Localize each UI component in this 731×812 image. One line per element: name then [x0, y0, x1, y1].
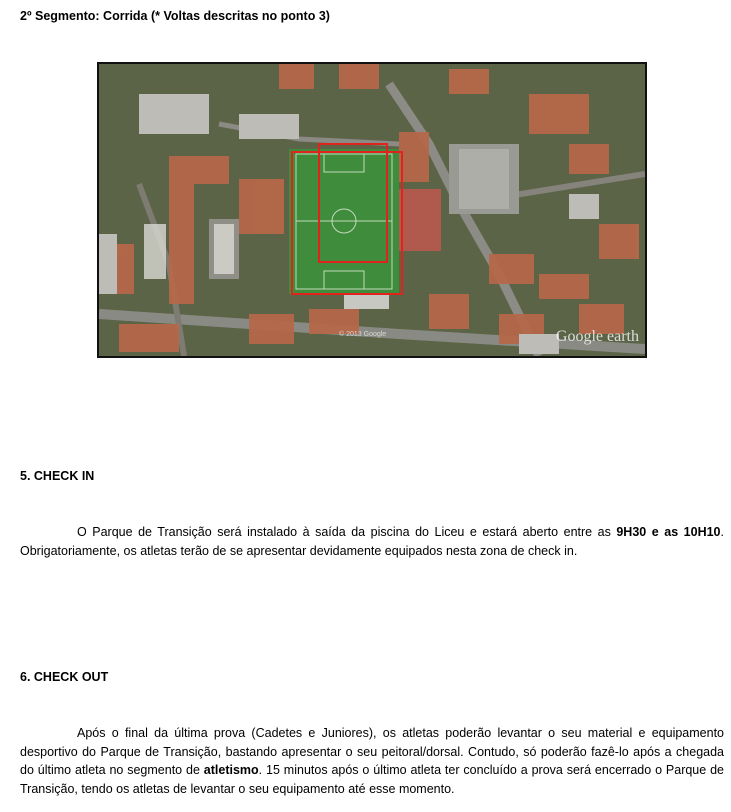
checkout-text-2: . 15 minutos após o último atleta ter concluído a prova será encerrado o Parque de Transição, tendo os atletas de levantar o seu equipamento até esse momento.: [20, 763, 724, 796]
checkout-emphasis: atletismo: [203, 763, 259, 777]
aerial-map-graphic: [99, 64, 645, 356]
section-checkin-heading: 5. CHECK IN: [20, 469, 95, 483]
google-earth-watermark: Google earth: [555, 328, 639, 345]
section-checkin-paragraph: [20, 523, 724, 560]
image-copyright: © 2013 Google: [339, 331, 387, 338]
section-checkout-heading: 6. CHECK OUT: [20, 670, 109, 684]
checkin-text-1: O Parque de Transição será instalado à saída da piscina do Liceu e estará aberto entre as: [77, 525, 617, 539]
checkin-time-range: 9H30 e as 10H10: [616, 525, 721, 539]
checkout-text-1: Após o final da última prova (Cadetes e Juniores), os atletas poderão levantar o seu material e equipamento desportivo do Parque de Transição, bastando apresentar o seu peitoral/dorsal. Contudo, só poderão fazê-lo após a chegada do último atleta no segmento de: [20, 726, 724, 777]
section-checkout-paragraph: [20, 724, 724, 798]
segment-heading: 2º Segmento: Corrida (* Voltas descritas no ponto 3): [20, 9, 330, 23]
aerial-map-image: [97, 62, 647, 358]
checkin-text-2: . Obrigatoriamente, os atletas terão de se apresentar devidamente equipados nesta zona de check in.: [20, 525, 724, 558]
